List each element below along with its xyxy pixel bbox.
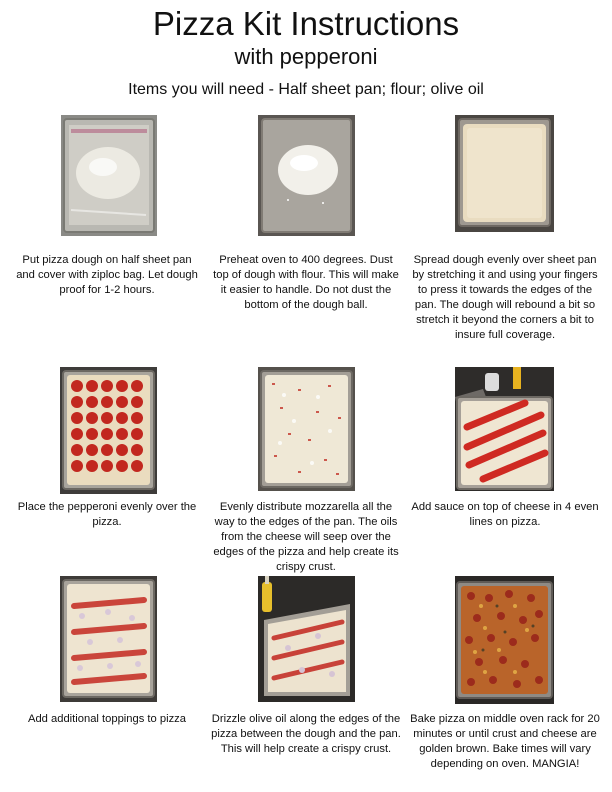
- step-5-caption: Evenly distribute mozzarella all the way to the edges of the pan. The oils from the cheese will seep over the edges of the pizza and help create its crispy crust.: [213, 501, 399, 573]
- step-8-caption: Drizzle olive oil along the edges of the pizza between the dough and the pan. This will help create a crispy crust.: [211, 713, 401, 755]
- step-6-photo: [455, 367, 554, 491]
- step-9-caption: Bake pizza on middle oven rack for 20 minutes or until crust and cheese are golden brown. Bake times will vary depending on oven. MANGIA!: [410, 713, 600, 770]
- page-subtitle: with pepperoni: [234, 44, 378, 69]
- step-1-photo: [61, 115, 157, 236]
- step-4-photo: [60, 367, 157, 494]
- step-1-caption: Put pizza dough on half sheet pan and cover with ziploc bag. Let dough proof for 1-2 hours.: [16, 254, 198, 296]
- step-9-photo: [455, 576, 554, 704]
- step-7-caption: Add additional toppings to pizza: [28, 713, 186, 725]
- step-7-photo: [60, 576, 157, 702]
- step-3-photo: [455, 115, 554, 232]
- items-needed: Items you will need - Half sheet pan; flour; olive oil: [128, 81, 484, 98]
- step-4-caption: Place the pepperoni evenly over the pizza.: [17, 501, 197, 528]
- page-title: Pizza Kit Instructions: [152, 5, 460, 42]
- step-8-photo: [258, 576, 355, 702]
- step-6-caption: Add sauce on top of cheese in 4 even lines on pizza.: [411, 501, 599, 528]
- step-2-photo: [258, 115, 355, 236]
- step-2-caption: Preheat oven to 400 degrees. Dust top of dough with flour. This will make it easier to handle. Do not dust the bottom of the dough ball.: [213, 254, 399, 311]
- step-5-photo: [258, 367, 355, 491]
- step-3-caption: Spread dough evenly over sheet pan by stretching it and using your fingers to press it towards the edges of the pan. The dough will rebound a bit so stretch it beyond the corners a bit to insure full coverage.: [412, 254, 598, 341]
